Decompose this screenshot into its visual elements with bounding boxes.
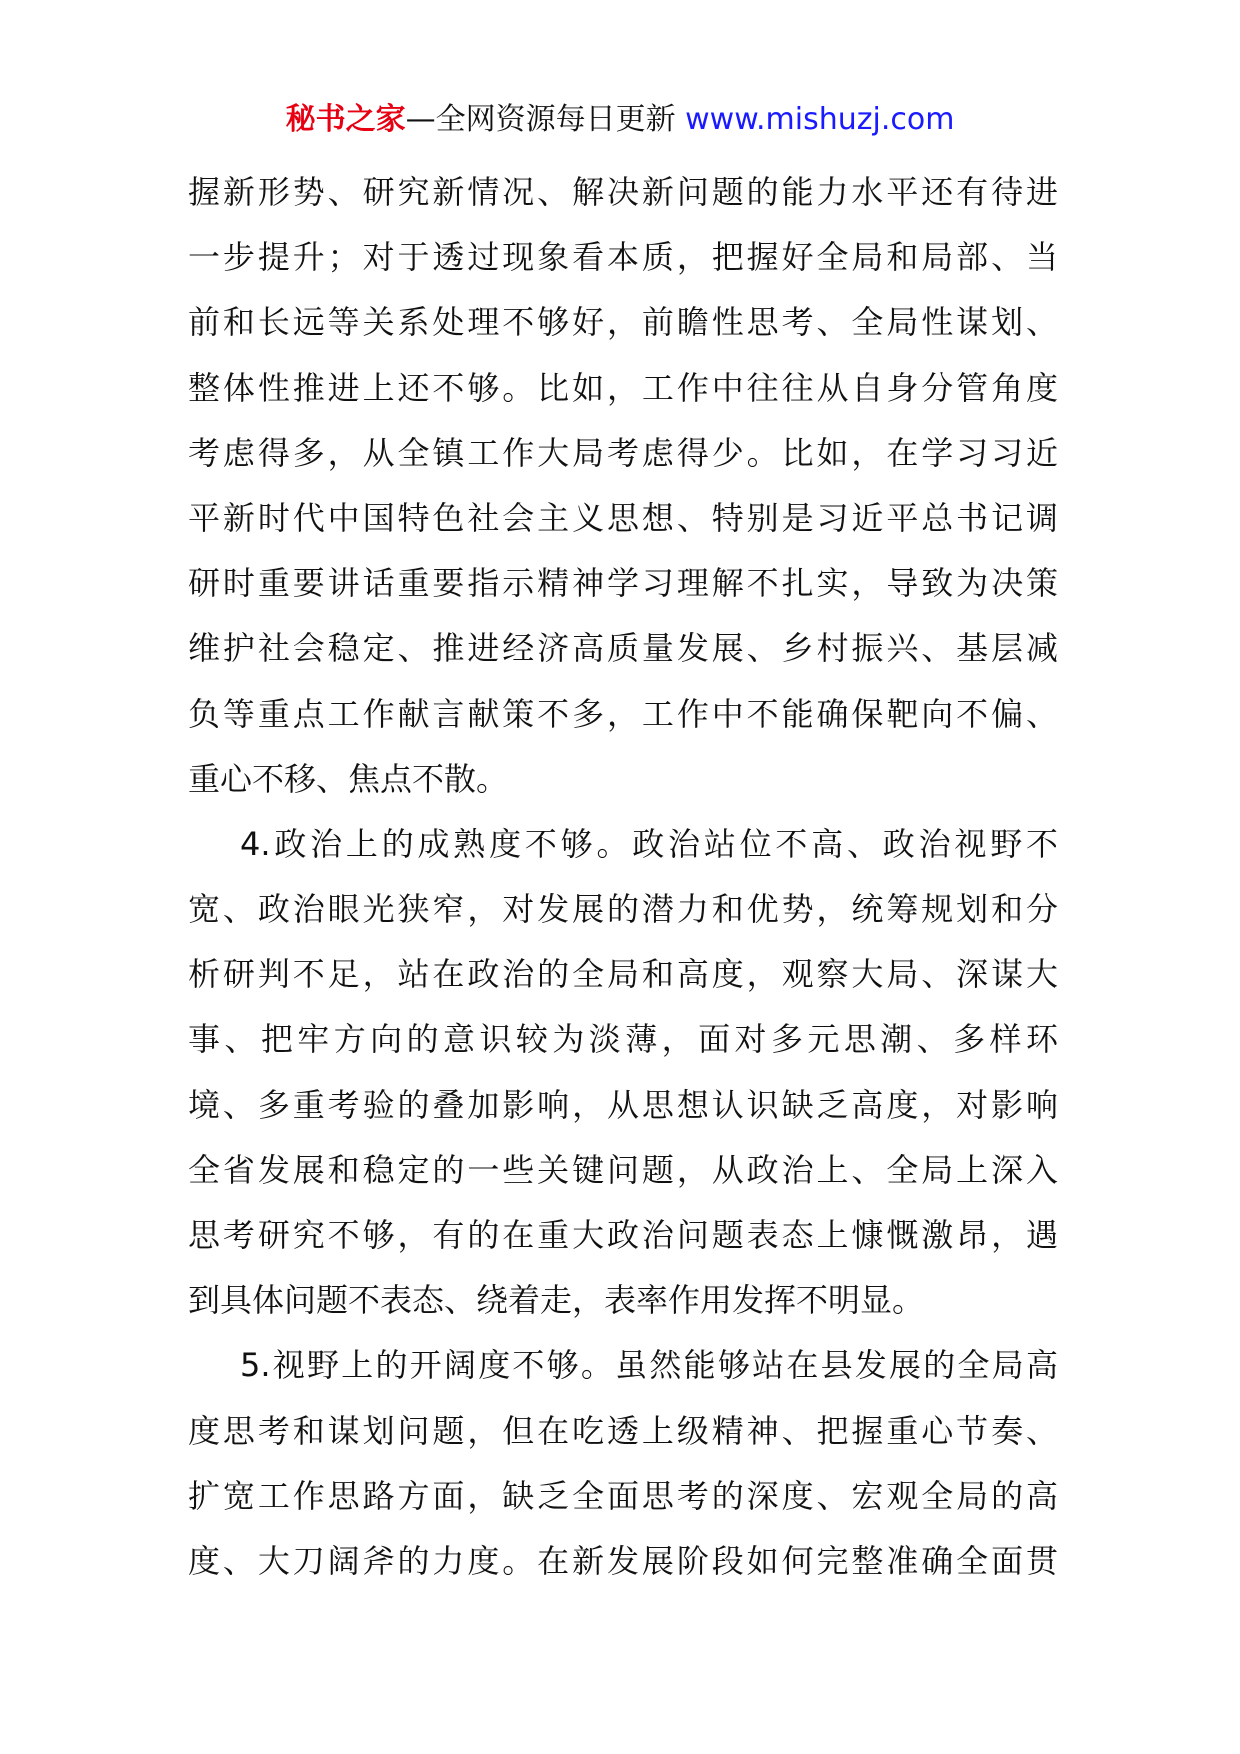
text-line: 全省发展和稳定的一些关键问题，从政治上、全局上深入 xyxy=(188,1150,1058,1189)
header-brand: 秘书之家 xyxy=(285,102,406,137)
text-line: 研时重要讲话重要指示精神学习理解不扎实，导致为决策 xyxy=(188,564,1058,603)
text-line: 5.视野上的开阔度不够。虽然能够站在县发展的全局高 xyxy=(240,1346,1058,1385)
page-header xyxy=(0,100,1240,140)
text-line: 负等重点工作献言献策不多，工作中不能确保靶向不偏、 xyxy=(188,694,1058,733)
text-line: 宽、政治眼光狭窄，对发展的潜力和优势，统筹规划和分 xyxy=(188,890,1058,929)
text-line: 重心不移、焦点不散。 xyxy=(188,759,509,798)
text-line: 整体性推进上还不够。比如，工作中往往从自身分管角度 xyxy=(188,368,1058,407)
text-line: 度、大刀阔斧的力度。在新发展阶段如何完整准确全面贯 xyxy=(188,1541,1058,1580)
header-url-link[interactable]: www.mishuzj.com xyxy=(685,102,955,137)
text-line: 维护社会稳定、推进经济高质量发展、乡村振兴、基层减 xyxy=(188,629,1058,668)
text-line: 一步提升；对于透过现象看本质，把握好全局和局部、当 xyxy=(188,238,1058,277)
text-line: 事、把牢方向的意识较为淡薄，面对多元思潮、多样环 xyxy=(188,1020,1058,1059)
text-line: 到具体问题不表态、绕着走，表率作用发挥不明显。 xyxy=(188,1281,925,1320)
text-line: 思考研究不够，有的在重大政治问题表态上慷慨激昂，遇 xyxy=(188,1216,1058,1254)
text-line: 4.政治上的成熟度不够。政治站位不高、政治视野不 xyxy=(240,824,1058,863)
header-slogan: —全网资源每日更新 xyxy=(405,102,676,137)
text-line: 扩宽工作思路方面，缺乏全面思考的深度、宏观全局的高 xyxy=(188,1476,1058,1515)
text-line: 度思考和谋划问题，但在吃透上级精神、把握重心节奏、 xyxy=(188,1411,1058,1450)
text-line: 境、多重考验的叠加影响，从思想认识缺乏高度，对影响 xyxy=(188,1085,1058,1124)
text-line: 平新时代中国特色社会主义思想、特别是习近平总书记调 xyxy=(188,498,1058,537)
text-line: 握新形势、研究新情况、解决新问题的能力水平还有待进 xyxy=(188,173,1058,211)
document-body xyxy=(188,160,1058,1594)
text-line: 前和长远等关系处理不够好，前瞻性思考、全局性谋划、 xyxy=(188,303,1058,342)
text-line: 考虑得多，从全镇工作大局考虑得少。比如，在学习习近 xyxy=(188,433,1058,472)
text-line: 析研判不足，站在政治的全局和高度，观察大局、深谋大 xyxy=(188,955,1058,994)
